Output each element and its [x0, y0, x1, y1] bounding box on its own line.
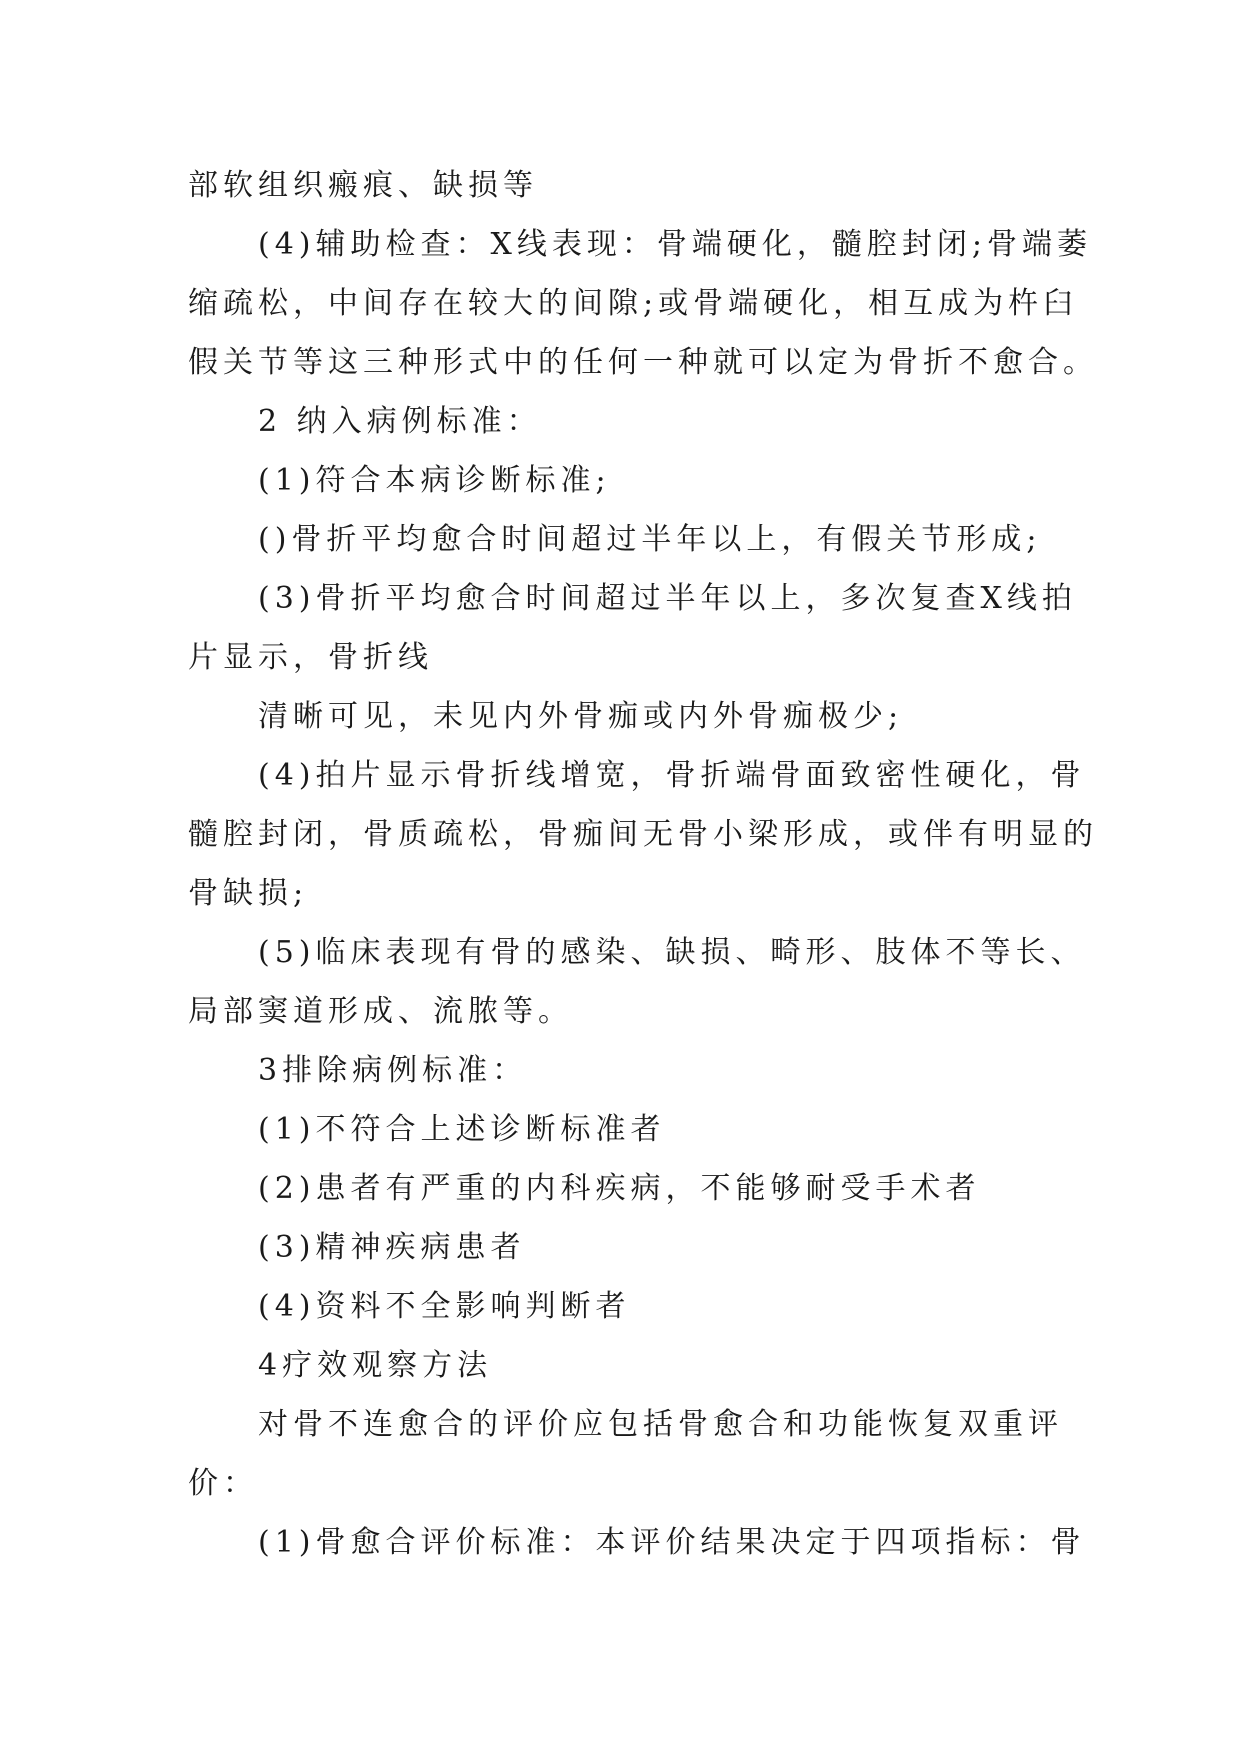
text-line: (1)骨愈合评价标准：本评价结果决定于四项指标：骨 — [258, 1525, 1086, 1560]
text-line: 部软组织瘢痕、缺损等 — [188, 168, 538, 203]
text-line: (4)辅助检查：X线表现：骨端硬化，髓腔封闭;骨端萎 — [258, 227, 1092, 262]
text-line: 髓腔封闭，骨质疏松，骨痂间无骨小梁形成，或伴有明显的 — [188, 817, 1098, 852]
section-heading: 4疗效观察方法 — [258, 1348, 493, 1383]
text-line: (1)符合本病诊断标准; — [258, 463, 611, 498]
text-line: 缩疏松，中间存在较大的间隙;或骨端硬化，相互成为杵臼 — [188, 286, 1079, 321]
text-line: (3)骨折平均愈合时间超过半年以上，多次复查X线拍 — [258, 581, 1077, 616]
section-heading: 2 纳入病例标准： — [258, 404, 542, 439]
text-line: 局部窦道形成、流脓等。 — [188, 994, 573, 1029]
section-heading: 3排除病例标准： — [258, 1053, 528, 1088]
text-line: (3)精神疾病患者 — [258, 1230, 526, 1265]
text-line: 骨缺损; — [188, 876, 309, 911]
text-line: 假关节等这三种形式中的任何一种就可以定为骨折不愈合。 — [188, 345, 1098, 380]
text-line: 片显示，骨折线 — [188, 640, 433, 675]
document-body — [188, 156, 1098, 1572]
text-line: ()骨折平均愈合时间超过半年以上，有假关节形成; — [258, 522, 1042, 557]
text-line: (2)患者有严重的内科疾病，不能够耐受手术者 — [258, 1171, 981, 1206]
text-line: (5)临床表现有骨的感染、缺损、畸形、肢体不等长、 — [258, 935, 1086, 970]
text-line: (4)资料不全影响判断者 — [258, 1289, 631, 1324]
text-line: 清晰可见，未见内外骨痂或内外骨痂极少; — [258, 699, 904, 734]
text-line: 价： — [188, 1466, 258, 1501]
text-line: (1)不符合上述诊断标准者 — [258, 1112, 666, 1147]
text-line: 对骨不连愈合的评价应包括骨愈合和功能恢复双重评 — [258, 1407, 1063, 1442]
text-line: (4)拍片显示骨折线增宽，骨折端骨面致密性硬化，骨 — [258, 758, 1086, 793]
